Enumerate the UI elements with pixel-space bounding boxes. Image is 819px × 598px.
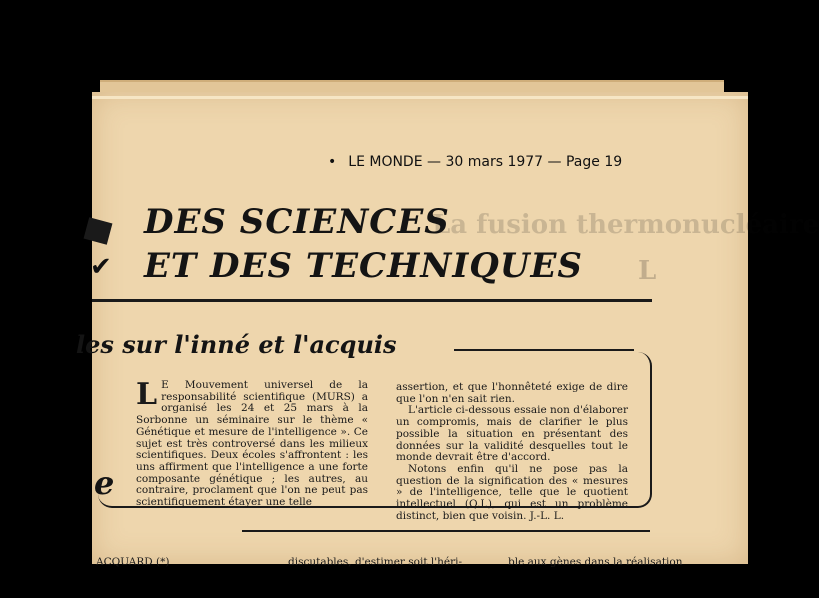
dropcap: L (136, 377, 158, 412)
section-logo-icon (84, 217, 113, 244)
headline-rule (454, 349, 634, 351)
faded-initial: L (638, 256, 657, 286)
footer-text-right: ble aux gènes dans la réalisation (508, 556, 683, 568)
column-2-paragraph-3: Notons enfin qu'il ne pose pas la question de la signification des « mesures » de l'intelligence, telle que le quotient intellectuel (Q.I.), qui est un problème distinct, bien que voisin. J.-L. L. (396, 462, 628, 522)
column-2-paragraph-1: assertion, et que l'honnêteté exige de dire que l'on n'en sait rien. (396, 381, 628, 405)
intro-column-1 (136, 377, 368, 509)
header-bullet: • (328, 154, 337, 170)
newspaper-clipping (76, 92, 819, 568)
title-line-1: DES SCIENCES (144, 202, 450, 242)
title-rule (92, 299, 652, 302)
faded-headline: La fusion thermonucléaire (432, 210, 819, 240)
paper-fold (92, 96, 748, 99)
intro-column-2 (396, 382, 628, 522)
page-header (328, 154, 622, 170)
article-headline: les sur l'inné et l'acquis (76, 330, 397, 359)
column-2-paragraph-2: L'article ci-dessous essaie non d'élaborer un compromis, mais de clarifier le plus possible la situation en présentant des données sur la validité desquelles tout le monde devrait être d'accord. (396, 404, 628, 464)
footer-text-mid: discutables, d'estimer soit l'héri- (288, 556, 463, 568)
footer-byline: ACQUARD (*) (96, 556, 170, 568)
section-title (144, 200, 583, 288)
title-line-2: ET DES TECHNIQUES (144, 246, 583, 286)
checkmark-icon: ✔ (90, 252, 112, 282)
header-text: LE MONDE — 30 mars 1977 — Page 19 (348, 154, 623, 170)
column-1-text: E Mouvement universel de la responsabilité scientifique (MURS) a organisé les 24 et 25 mars à la Sorbonne un séminaire sur le thème « Génétique et mesure de l'intelligence ». Ce sujet est très controversé dans les milieux scientifiques. Deux écoles s'affrontent : les uns affirment que l'intelligence a une forte composante génétique ; les autres, au contraire, proclament que l'on ne peut pas scientifiquement étayer une telle (136, 379, 368, 509)
cut-headline-letter: e (94, 464, 115, 502)
box-bottom-rule (242, 530, 650, 532)
